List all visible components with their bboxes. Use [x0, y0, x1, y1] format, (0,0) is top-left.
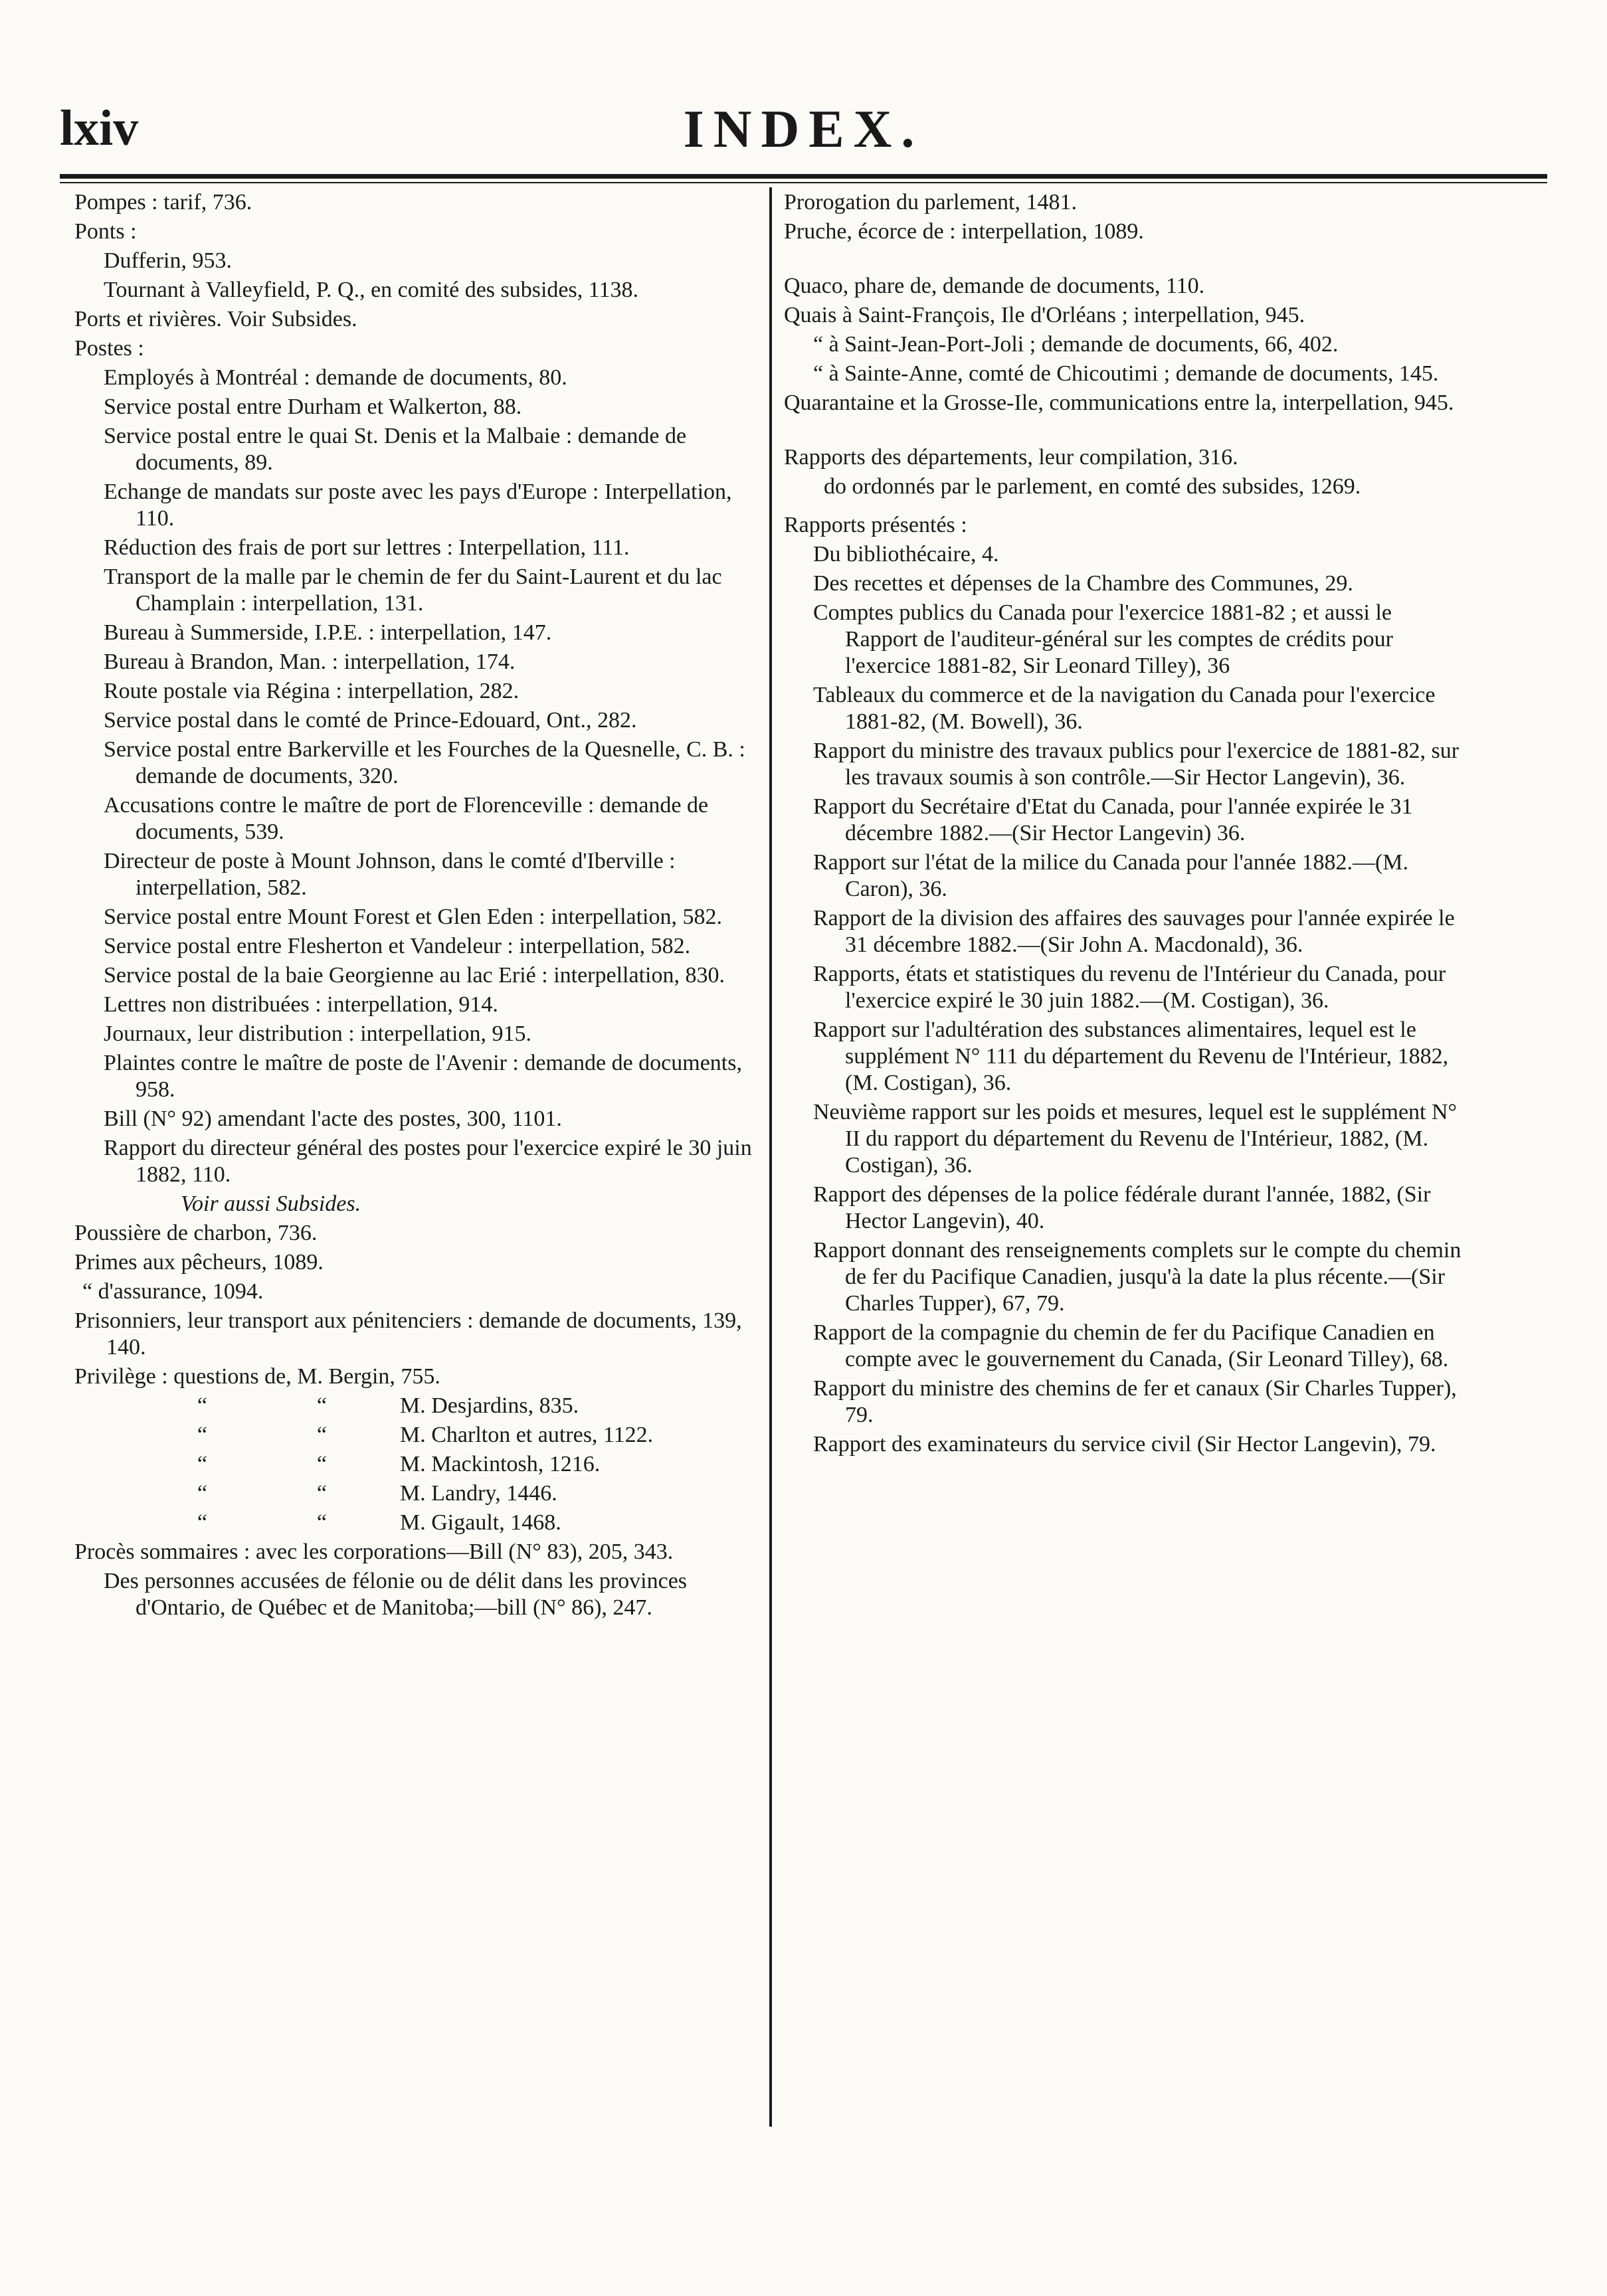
ditto-mark: “	[197, 1510, 207, 1535]
ditto-mark: “	[316, 1510, 327, 1535]
index-subentry: Bureau à Brandon, Man. : interpellation, 174.	[104, 650, 516, 674]
index-subentry: Tournant à Valleyfield, P. Q., en comité des subsides, 1138.	[104, 278, 638, 302]
index-subentry: Neuvième rapport sur les poids et mesures, lequel est le supplément N° II du rapport du département du Revenu de l'Intérieur, 1882, (M. Costigan), 36.	[813, 1100, 1458, 1178]
index-entry-proces: Procès sommaires : avec les corporations—Bill (N° 83), 205, 343.	[74, 1540, 674, 1564]
index-subentry: Route postale via Régina : interpellation, 282.	[104, 679, 520, 703]
index-subentry: Service postal dans le comté de Prince-Edouard, Ont., 282.	[104, 708, 637, 733]
index-subentry: Du bibliothécaire, 4.	[813, 542, 999, 567]
index-subentry: Service postal entre Mount Forest et Glen Eden : interpellation, 582.	[104, 905, 722, 929]
privilege-row	[74, 1451, 759, 1478]
index-entry-quais-ditto: “ à Saint-Jean-Port-Joli ; demande de documents, 66, 402.	[813, 332, 1339, 357]
index-entry-quais: Quais à Saint-François, Ile d'Orléans ; interpellation, 945.	[784, 303, 1305, 327]
index-heading-postes: Postes :	[74, 336, 144, 361]
cross-reference: Voir aussi Subsides.	[181, 1192, 361, 1216]
index-entry-prorogation: Prorogation du parlement, 1481.	[784, 190, 1077, 215]
index-entry-quais-ditto: “ à Sainte-Anne, comté de Chicoutimi ; demande de documents, 145.	[813, 361, 1439, 386]
index-entry-quaco: Quaco, phare de, demande de documents, 110.	[784, 274, 1205, 298]
ditto-mark: “	[316, 1393, 327, 1418]
index-subentry: Des recettes et dépenses de la Chambre des Communes, 29.	[813, 571, 1353, 596]
index-subentry: Accusations contre le maître de port de Florenceville : demande de documents, 539.	[104, 793, 709, 844]
ditto-mark: “	[316, 1423, 327, 1447]
index-subentry: Rapport sur l'adultération des substances alimentaires, lequel est le supplément N° 111 du département du Revenu de l'Intérieur, 1882, (M. Costigan), 36.	[813, 1017, 1449, 1095]
index-subentry: Des personnes accusées de félonie ou de délit dans les provinces d'Ontario, de Québec et de Manitoba;—bill (N° 86), 247.	[104, 1569, 688, 1620]
privilege-name: M. Mackintosh, 1216.	[400, 1452, 601, 1476]
index-subentry: Réduction des frais de port sur lettres : Interpellation, 111.	[104, 535, 630, 560]
index-subentry: Rapports, états et statistiques du revenu de l'Intérieur du Canada, pour l'exercice expiré le 30 juin 1882.—(M. Costigan), 36.	[813, 962, 1446, 1013]
ditto-mark: “	[197, 1481, 207, 1506]
index-subentry: Rapport des examinateurs du service civil (Sir Hector Langevin), 79.	[813, 1432, 1436, 1457]
privilege-name: M. Gigault, 1468.	[400, 1510, 561, 1535]
page-header	[60, 100, 1547, 166]
index-entry-quarantaine: Quarantaine et la Grosse-Ile, communications entre la, interpellation, 945.	[784, 391, 1454, 415]
index-subentry: Rapport de la division des affaires des sauvages pour l'année expirée le 31 décembre 1882.—(Sir John A. Macdonald), 36.	[813, 906, 1455, 957]
index-subentry: Rapport du ministre des travaux publics pour l'exercice de 1881-82, sur les travaux soumis à son contrôle.—Sir Hector Langevin), 36.	[813, 739, 1460, 790]
page-title: INDEX.	[683, 100, 924, 159]
index-entry-rapports-departements: Rapports des départements, leur compilation, 316.	[784, 445, 1238, 470]
index-subentry: Rapport de la compagnie du chemin de fer du Pacifique Canadien en compte avec le gouvernement du Canada, (Sir Leonard Tilley), 68.	[813, 1320, 1449, 1371]
index-entry-poussiere: Poussière de charbon, 736.	[74, 1221, 318, 1245]
index-subentry: Bill (N° 92) amendant l'acte des postes, 300, 1101.	[104, 1106, 562, 1131]
privilege-row	[74, 1393, 759, 1419]
ditto-mark: “	[316, 1452, 327, 1476]
index-subentry: Plaintes contre le maître de poste de l'Avenir : demande de documents, 958.	[104, 1051, 742, 1102]
index-subentry: Rapport donnant des renseignements complets sur le compte du chemin de fer du Pacifique Canadien, jusqu'à la date la plus récente.—(Sir Charles Tupper), 67, 79.	[813, 1238, 1462, 1316]
index-subentry: Service postal de la baie Georgienne au lac Erié : interpellation, 830.	[104, 963, 725, 988]
header-rule-thin	[60, 182, 1547, 183]
index-subentry: Service postal entre Durham et Walkerton, 88.	[104, 395, 522, 419]
index-heading-rapports-presentes: Rapports présentés :	[784, 513, 967, 537]
index-subentry: Bureau à Summerside, I.P.E. : interpellation, 147.	[104, 620, 552, 645]
index-entry-pruche: Pruche, écorce de : interpellation, 1089.	[784, 219, 1144, 244]
index-entry-privilege: Privilège : questions de, M. Bergin, 755.	[74, 1364, 440, 1389]
privilege-row	[74, 1510, 759, 1536]
index-subentry: Service postal entre Barkerville et les Fourches de la Quesnelle, C. B. : demande de documents, 320.	[104, 737, 745, 788]
column-divider	[769, 187, 772, 2127]
index-subentry: Rapport sur l'état de la milice du Canada pour l'année 1882.—(M. Caron), 36.	[813, 850, 1409, 901]
index-entry-prisonniers: Prisonniers, leur transport aux pénitenciers : demande de documents, 139, 140.	[74, 1308, 742, 1360]
index-entry-primes: Primes aux pêcheurs, 1089.	[74, 1250, 324, 1275]
privilege-name: M. Landry, 1446.	[400, 1481, 557, 1506]
ditto-mark: “	[197, 1393, 207, 1418]
index-subentry: Service postal entre Flesherton et Vandeleur : interpellation, 582.	[104, 934, 691, 958]
index-heading-ponts: Ponts :	[74, 219, 137, 244]
index-entry-primes-ditto: “ d'assurance, 1094.	[82, 1279, 264, 1304]
privilege-name: M. Desjardins, 835.	[400, 1393, 579, 1418]
index-entry-rapports-ditto: do ordonnés par le parlement, en comté des subsides, 1269.	[824, 474, 1361, 499]
index-subentry: Transport de la malle par le chemin de fer du Saint-Laurent et du lac Champlain : interpellation, 131.	[104, 565, 722, 616]
ditto-mark: “	[197, 1452, 207, 1476]
index-subentry: Journaux, leur distribution : interpellation, 915.	[104, 1021, 532, 1046]
index-subentry: Directeur de poste à Mount Johnson, dans le comté d'Iberville : interpellation, 582.	[104, 849, 676, 900]
index-subentry: Echange de mandats sur poste avec les pays d'Europe : Interpellation, 110.	[104, 480, 732, 531]
header-rule	[60, 174, 1547, 179]
privilege-row	[74, 1422, 759, 1449]
index-subentry: Lettres non distribuées : interpellation, 914.	[104, 992, 498, 1017]
index-subentry: Rapport du ministre des chemins de fer et canaux (Sir Charles Tupper), 79.	[813, 1376, 1457, 1427]
ditto-mark: “	[197, 1423, 207, 1447]
index-subentry: Dufferin, 953.	[104, 248, 232, 273]
index-subentry: Rapport du Secrétaire d'Etat du Canada, pour l'année expirée le 31 décembre 1882.—(Sir Hector Langevin) 36.	[813, 794, 1413, 845]
right-column	[784, 189, 1468, 1460]
page-number: lxiv	[60, 100, 139, 156]
index-subentry: Comptes publics du Canada pour l'exercice 1881-82 ; et aussi le Rapport de l'auditeur-général sur les comptes de crédits pour l'exercice 1881-82, Sir Leonard Tilley), 36	[813, 600, 1393, 678]
index-entry-ports: Ports et rivières. Voir Subsides.	[74, 307, 357, 331]
index-subentry: Rapport du directeur général des postes pour l'exercice expiré le 30 juin 1882, 110.	[104, 1136, 752, 1187]
index-subentry: Employés à Montréal : demande de documents, 80.	[104, 365, 567, 390]
ditto-mark: “	[316, 1481, 327, 1506]
index-entry-pompes: Pompes : tarif, 736.	[74, 190, 252, 215]
index-subentry: Service postal entre le quai St. Denis et la Malbaie : demande de documents, 89.	[104, 424, 687, 475]
index-subentry: Tableaux du commerce et de la navigation du Canada pour l'exercice 1881-82, (M. Bowell), 36.	[813, 683, 1436, 734]
index-subentry: Rapport des dépenses de la police fédérale durant l'année, 1882, (Sir Hector Langevin), 40.	[813, 1182, 1431, 1233]
left-column	[74, 189, 759, 1624]
privilege-row	[74, 1480, 759, 1507]
privilege-name: M. Charlton et autres, 1122.	[400, 1423, 654, 1447]
